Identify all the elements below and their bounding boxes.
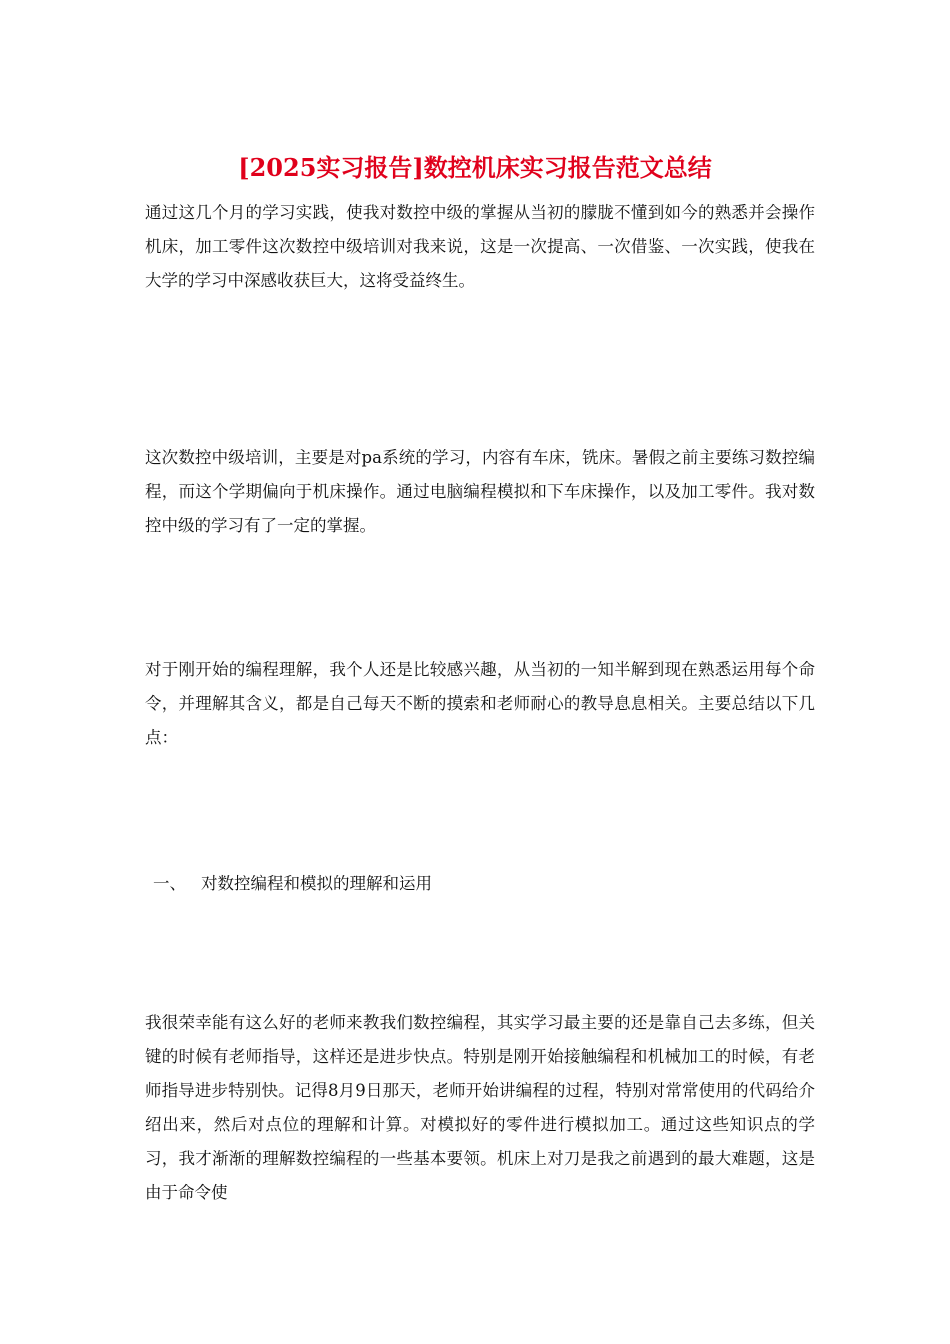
section-heading-text: 对数控编程和模拟的理解和运用 (201, 874, 432, 893)
section-number: 一、 (153, 874, 186, 893)
paragraph-training: 这次数控中级培训，主要是对pa系统的学习，内容有车床，铣床。暑假之前主要练习数控编程，而这个学期偏向于机床操作。通过电脑编程模拟和下车床操作，以及加工零件。我对数控中级的学习有了一定的掌握。 (145, 448, 815, 535)
paragraph-intro: 通过这几个月的学习实践，使我对数控中级的掌握从当初的朦胧不懂到如今的熟悉并会操作机床，加工零件这次数控中级培训对我来说，这是一次提高、一次借鉴、一次实践，使我在大学的学习中深感收获巨大，这将受益终生。 (145, 203, 815, 290)
document-title: [2025实习报告]数控机床实习报告范文总结 (238, 153, 712, 182)
paragraph-teacher: 我很荣幸能有这么好的老师来教我们数控编程，其实学习最主要的还是靠自己去多练，但关键的时候有老师指导，这样还是进步快点。特别是刚开始接触编程和机械加工的时候，有老师指导进步特别快。记得8月9日那天，老师开始讲编程的过程，特别对常常使用的代码给介绍出来，然后对点位的理解和计算。对模拟好的零件进行模拟加工。通过这些知识点的学习，我才渐渐的理解数控编程的一些基本要领。机床上对刀是我之前遇到的最大难题，这是由于命令使 (145, 1013, 815, 1202)
section-heading (145, 867, 815, 901)
paragraph-programming: 对于刚开始的编程理解，我个人还是比较感兴趣，从当初的一知半解到现在熟悉运用每个命令，并理解其含义，都是自己每天不断的摸索和老师耐心的教导息息相关。主要总结以下几点： (145, 660, 815, 747)
